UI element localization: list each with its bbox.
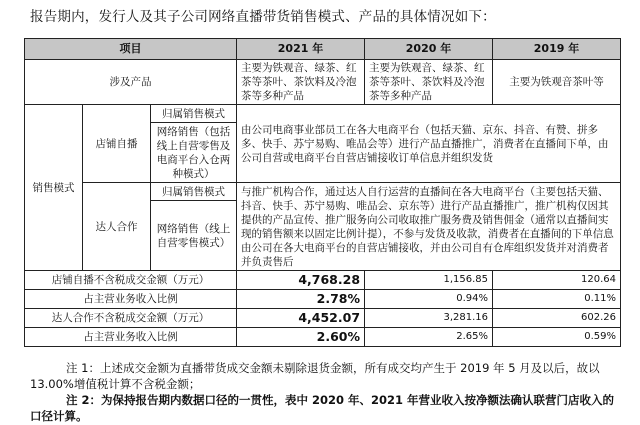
table-row-influencer-attr [25, 183, 621, 201]
products-2020: 主要为铁观音、绿茶、红茶等茶叶、茶饮料及冷泡茶等多种产品 [365, 60, 493, 105]
intro-paragraph: 报告期内，发行人及其子公司网络直播带货销售模式、产品的具体情况如下： [30, 9, 496, 25]
metric-2021: 4,452.07 [237, 309, 365, 328]
table-row-metric [25, 328, 621, 347]
shop-live-description: 由公司电商事业部员工在各大电商平台（包括天猫、京东、抖音、有赞、拼多多、快手、苏宁易购、唯品会等）进行产品直播推广，消费者在直播间下单，由公司自营或电商平台自营店铺接收订单信息并组织发货 [237, 105, 621, 183]
shop-live-attr-label: 归属销售模式 [151, 105, 237, 123]
shop-live-label: 店铺自播 [83, 105, 151, 183]
metric-2019: 0.11% [493, 290, 621, 309]
influencer-attr-label: 归属销售模式 [151, 183, 237, 201]
metric-2020: 2.65% [365, 328, 493, 347]
metric-2019: 120.64 [493, 271, 621, 290]
products-2019: 主要为铁观音茶叶等 [493, 60, 621, 105]
metric-2021: 4,768.28 [237, 271, 365, 290]
header-item: 项目 [25, 39, 237, 60]
sales-mode-label: 销售模式 [25, 105, 83, 271]
products-2021: 主要为铁观音、绿茶、红茶等茶叶、茶饮料及冷泡茶等多种产品 [237, 60, 365, 105]
note-1: 注 1：上述成交金额为直播带货成交金额未剔除退货金额，所有成交均产生于 2019 年 5 月及以后，故以 13.00%增值税计算不含税金额； [30, 361, 600, 391]
table-row-metric [25, 309, 621, 328]
header-2019: 2019 年 [493, 39, 621, 60]
header-2020: 2020 年 [365, 39, 493, 60]
header-2021: 2021 年 [237, 39, 365, 60]
note-2: 注 2：为保持报告期内数据口径的一贯性，表中 2020 年、2021 年营业收入按净额法确认联营门店收入的口径计算。 [30, 393, 615, 423]
influencer-label: 达人合作 [83, 183, 151, 271]
metric-label: 达人合作不含税成交金额（万元） [25, 309, 237, 328]
table-row-products [25, 60, 621, 105]
influencer-attr-value: 网络销售（线上自营零售模式） [151, 201, 237, 271]
metric-2019: 0.59% [493, 328, 621, 347]
metric-label: 占主营业务收入比例 [25, 328, 237, 347]
influencer-description: 与推广机构合作，通过达人自行运营的直播间在各大电商平台（主要包括天猫、抖音、快手、苏宁易购、唯品会、京东等）进行产品直播推广，推广机构仅因其提供的产品宣传、推广服务向公司收取推广服务费及销售佣金（通常以直播间实现的销售额来以固定比例计提），不参与发货及收款，消费者在直播间的下单信息由公司在各大电商平台的自营店铺接收，并由公司自有仓库组织发货并对消费者并负责售后 [237, 183, 621, 271]
metric-label: 占主营业务收入比例 [25, 290, 237, 309]
metric-2020: 0.94% [365, 290, 493, 309]
notes-section [30, 360, 615, 424]
products-label: 涉及产品 [25, 60, 237, 105]
metric-2021: 2.60% [237, 328, 365, 347]
metric-2020: 3,281.16 [365, 309, 493, 328]
table-row-metric [25, 290, 621, 309]
metric-2021: 2.78% [237, 290, 365, 309]
live-sales-table [24, 38, 621, 347]
metric-label: 店铺自播不含税成交金额（万元） [25, 271, 237, 290]
table-row-shop-live-attr [25, 105, 621, 123]
table-row-metric [25, 271, 621, 290]
shop-live-attr-value: 网络销售（包括线上自营零售及电商平台入仓两种模式） [151, 123, 237, 183]
metric-2020: 1,156.85 [365, 271, 493, 290]
metric-2019: 602.26 [493, 309, 621, 328]
table-header-row [25, 39, 621, 60]
